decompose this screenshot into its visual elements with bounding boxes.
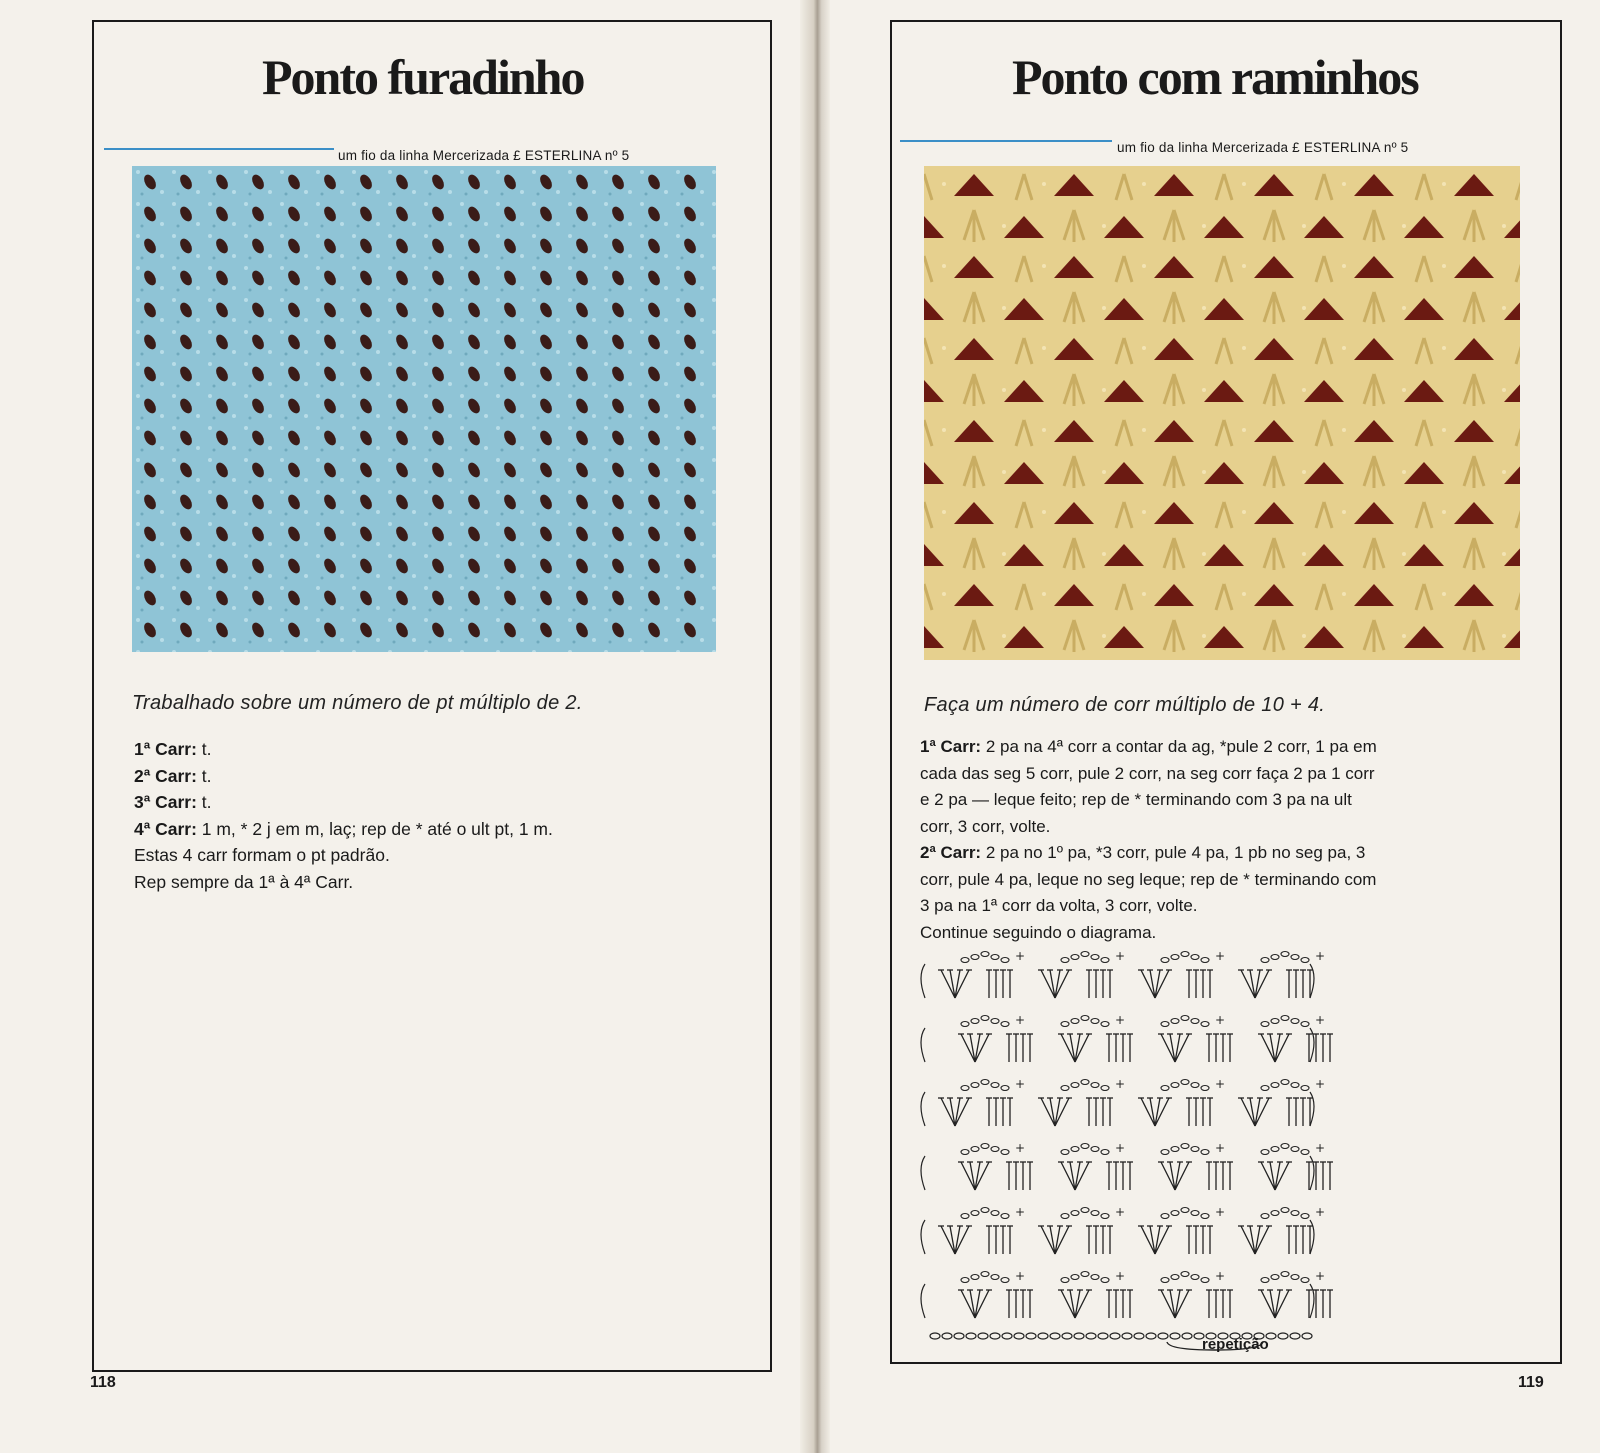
chain-stitch-symbol bbox=[1271, 1275, 1279, 1280]
chain-stitch-symbol bbox=[1001, 1022, 1009, 1027]
single-crochet-symbol: + bbox=[1315, 1077, 1326, 1091]
row-4-text: 1 m, * 2 j em m, laç; rep de * até o ult pt, 1 m. bbox=[196, 818, 553, 839]
single-crochet-symbol: + bbox=[1115, 1205, 1126, 1219]
row-3-label: 3ª Carr: bbox=[134, 792, 197, 812]
chain-stitch-symbol bbox=[1091, 1275, 1099, 1280]
chain-stitch-symbol bbox=[1271, 955, 1279, 960]
chain-stitch-symbol bbox=[1061, 1214, 1069, 1219]
chain-stitch-symbol bbox=[1091, 955, 1099, 960]
diagram-caption: repetição bbox=[1202, 1336, 1269, 1353]
crochet-diagram bbox=[915, 940, 1335, 1360]
chain-stitch-symbol bbox=[1191, 1019, 1199, 1024]
chain-stitch-symbol bbox=[1001, 1278, 1009, 1283]
chain-stitch-symbol bbox=[981, 1272, 989, 1277]
chain-stitch-symbol bbox=[1291, 1147, 1299, 1152]
left-instructions-lead: Trabalhado sobre um número de pt múltiplo de 2. bbox=[132, 692, 583, 714]
row-4-label: 4ª Carr: bbox=[134, 818, 197, 839]
chain-stitch-symbol bbox=[1201, 1086, 1209, 1091]
chain-stitch-symbol bbox=[1161, 1278, 1169, 1283]
chain-stitch-symbol bbox=[1290, 1333, 1300, 1339]
right-instructions bbox=[920, 734, 1377, 946]
chain-stitch-symbol bbox=[1201, 1150, 1209, 1155]
chain-stitch-symbol bbox=[1161, 1214, 1169, 1219]
single-crochet-symbol: + bbox=[1315, 1269, 1326, 1283]
chain-stitch-symbol bbox=[1071, 1147, 1079, 1152]
chain-stitch-symbol bbox=[1091, 1211, 1099, 1216]
chain-stitch-symbol bbox=[1086, 1333, 1096, 1339]
chain-stitch-symbol bbox=[1171, 1275, 1179, 1280]
turning-chain-symbol bbox=[921, 1156, 925, 1190]
chain-stitch-symbol bbox=[1081, 1080, 1089, 1085]
single-crochet-symbol: + bbox=[1215, 1205, 1226, 1219]
chain-stitch-symbol bbox=[1278, 1333, 1288, 1339]
chain-stitch-symbol bbox=[1181, 952, 1189, 957]
chain-stitch-symbol bbox=[971, 1275, 979, 1280]
right-row-1-line-2: cada das seg 5 corr, pule 2 corr, na seg corr faça 2 pa 1 corr bbox=[920, 763, 1375, 783]
single-crochet-symbol: + bbox=[1315, 1141, 1326, 1155]
single-crochet-symbol: + bbox=[1015, 1141, 1026, 1155]
chain-stitch-symbol bbox=[971, 1147, 979, 1152]
chain-stitch-symbol bbox=[1050, 1333, 1060, 1339]
chain-stitch-symbol bbox=[1281, 1272, 1289, 1277]
chain-stitch-symbol bbox=[1001, 1086, 1009, 1091]
left-page-number: 118 bbox=[90, 1374, 116, 1391]
turning-chain-symbol bbox=[1310, 1028, 1314, 1062]
chain-stitch-symbol bbox=[961, 1214, 969, 1219]
single-crochet-symbol: + bbox=[1215, 1013, 1226, 1027]
single-crochet-symbol: + bbox=[1315, 949, 1326, 963]
chain-stitch-symbol bbox=[1191, 1083, 1199, 1088]
chain-stitch-symbol bbox=[1038, 1333, 1048, 1339]
chain-stitch-symbol bbox=[1161, 958, 1169, 963]
chain-stitch-symbol bbox=[1201, 1214, 1209, 1219]
chain-stitch-symbol bbox=[1161, 1150, 1169, 1155]
chain-stitch-symbol bbox=[1261, 1086, 1269, 1091]
chain-stitch-symbol bbox=[981, 1144, 989, 1149]
chain-stitch-symbol bbox=[991, 1275, 999, 1280]
chain-stitch-symbol bbox=[1071, 1275, 1079, 1280]
chain-stitch-symbol bbox=[1281, 1016, 1289, 1021]
chain-stitch-symbol bbox=[971, 1083, 979, 1088]
chain-stitch-symbol bbox=[1271, 1147, 1279, 1152]
chain-stitch-symbol bbox=[1071, 1019, 1079, 1024]
single-crochet-symbol: + bbox=[1015, 949, 1026, 963]
chain-stitch-symbol bbox=[981, 1208, 989, 1213]
chain-stitch-symbol bbox=[1101, 958, 1109, 963]
chain-stitch-symbol bbox=[1191, 1211, 1199, 1216]
chain-stitch-symbol bbox=[1291, 1211, 1299, 1216]
chain-stitch-symbol bbox=[961, 1022, 969, 1027]
extra-line-1: Estas 4 carr formam o pt padrão. bbox=[134, 845, 390, 865]
chain-stitch-symbol bbox=[1171, 1083, 1179, 1088]
chain-stitch-symbol bbox=[1301, 958, 1309, 963]
chain-stitch-symbol bbox=[1134, 1333, 1144, 1339]
right-row-1-line-3: e 2 pa — leque feito; rep de * terminando com 3 pa na ult bbox=[920, 790, 1352, 809]
chain-stitch-symbol bbox=[1182, 1333, 1192, 1339]
chain-stitch-symbol bbox=[1281, 1208, 1289, 1213]
chain-stitch-symbol bbox=[930, 1333, 940, 1339]
chain-stitch-symbol bbox=[1301, 1150, 1309, 1155]
chain-stitch-symbol bbox=[1002, 1333, 1012, 1339]
chain-stitch-symbol bbox=[1191, 1147, 1199, 1152]
chain-stitch-symbol bbox=[1271, 1083, 1279, 1088]
chain-stitch-symbol bbox=[981, 1016, 989, 1021]
row-1-label: 1ª Carr: bbox=[134, 739, 197, 759]
chain-stitch-symbol bbox=[1146, 1333, 1156, 1339]
chain-stitch-symbol bbox=[961, 1086, 969, 1091]
chain-stitch-symbol bbox=[1171, 955, 1179, 960]
chain-stitch-symbol bbox=[1301, 1214, 1309, 1219]
chain-stitch-symbol bbox=[1171, 1019, 1179, 1024]
row-1-text: t. bbox=[196, 739, 212, 759]
chain-stitch-symbol bbox=[1061, 1022, 1069, 1027]
left-instructions bbox=[134, 736, 553, 895]
chain-stitch-symbol bbox=[1071, 1083, 1079, 1088]
chain-stitch-symbol bbox=[1158, 1333, 1168, 1339]
chain-stitch-symbol bbox=[1201, 1022, 1209, 1027]
chain-stitch-symbol bbox=[1301, 1086, 1309, 1091]
chain-stitch-symbol bbox=[1261, 1278, 1269, 1283]
chain-stitch-symbol bbox=[1161, 1022, 1169, 1027]
chain-stitch-symbol bbox=[961, 958, 969, 963]
chain-stitch-symbol bbox=[1074, 1333, 1084, 1339]
right-title-rule bbox=[900, 140, 1112, 142]
chain-stitch-symbol bbox=[991, 1083, 999, 1088]
left-page-title: Ponto furadinho bbox=[262, 49, 584, 105]
chain-stitch-symbol bbox=[1001, 958, 1009, 963]
chain-stitch-symbol bbox=[1201, 958, 1209, 963]
chain-stitch-symbol bbox=[1081, 1272, 1089, 1277]
single-crochet-symbol: + bbox=[1215, 949, 1226, 963]
chain-stitch-symbol bbox=[1071, 955, 1079, 960]
chain-stitch-symbol bbox=[981, 1080, 989, 1085]
chain-stitch-symbol bbox=[942, 1333, 952, 1339]
chain-stitch-symbol bbox=[1001, 1214, 1009, 1219]
right-page-title: Ponto com raminhos bbox=[1012, 49, 1418, 105]
chain-stitch-symbol bbox=[1171, 1211, 1179, 1216]
single-crochet-symbol: + bbox=[1115, 1077, 1126, 1091]
single-crochet-symbol: + bbox=[1215, 1269, 1226, 1283]
right-row-2-line-4: Continue seguindo o diagrama. bbox=[920, 922, 1157, 942]
chain-stitch-symbol bbox=[961, 1150, 969, 1155]
chain-stitch-symbol bbox=[1101, 1086, 1109, 1091]
chain-stitch-symbol bbox=[991, 1019, 999, 1024]
chain-stitch-symbol bbox=[1061, 1150, 1069, 1155]
crochet-diagram-svg bbox=[915, 940, 1335, 1360]
single-crochet-symbol: + bbox=[1115, 949, 1126, 963]
single-crochet-symbol: + bbox=[1015, 1077, 1026, 1091]
right-row-2-label: 2ª Carr: bbox=[920, 843, 982, 862]
chain-stitch-symbol bbox=[1181, 1272, 1189, 1277]
single-crochet-symbol: + bbox=[1115, 1269, 1126, 1283]
chain-stitch-symbol bbox=[1101, 1214, 1109, 1219]
right-row-1-label: 1ª Carr: bbox=[920, 737, 982, 756]
row-4 bbox=[134, 816, 553, 843]
turning-chain-symbol bbox=[921, 1028, 925, 1062]
chain-stitch-symbol bbox=[990, 1333, 1000, 1339]
chain-stitch-symbol bbox=[1281, 1080, 1289, 1085]
right-instructions-lead: Faça um número de corr múltiplo de 10 + 4. bbox=[924, 694, 1326, 716]
right-row-1-text: 2 pa na 4ª corr a contar da ag, *pule 2 corr, 1 pa em bbox=[981, 737, 1377, 756]
chain-stitch-symbol bbox=[1014, 1333, 1024, 1339]
left-yarn-note: um fio da linha Mercerizada £ ESTERLINA nº 5 bbox=[338, 148, 630, 163]
chain-stitch-symbol bbox=[966, 1333, 976, 1339]
chain-stitch-symbol bbox=[1191, 955, 1199, 960]
chain-stitch-symbol bbox=[1281, 1144, 1289, 1149]
turning-chain-symbol bbox=[921, 1220, 925, 1254]
single-crochet-symbol: + bbox=[1215, 1077, 1226, 1091]
left-title-rule bbox=[104, 148, 334, 150]
row-2-label: 2ª Carr: bbox=[134, 765, 197, 786]
chain-stitch-symbol bbox=[1291, 1083, 1299, 1088]
single-crochet-symbol: + bbox=[1015, 1205, 1026, 1219]
book-gutter bbox=[800, 0, 830, 1453]
chain-stitch-symbol bbox=[1061, 1086, 1069, 1091]
row-2-text: t. bbox=[196, 765, 212, 786]
single-crochet-symbol: + bbox=[1115, 1141, 1126, 1155]
chain-stitch-symbol bbox=[1271, 1019, 1279, 1024]
chain-stitch-symbol bbox=[954, 1333, 964, 1339]
right-row-1-line-1 bbox=[920, 734, 1377, 761]
chain-stitch-symbol bbox=[1181, 1208, 1189, 1213]
chain-stitch-symbol bbox=[1081, 1016, 1089, 1021]
chain-stitch-symbol bbox=[1062, 1333, 1072, 1339]
right-row-2-line-3: 3 pa na 1ª corr da volta, 3 corr, volte. bbox=[920, 896, 1198, 915]
chain-stitch-symbol bbox=[1001, 1150, 1009, 1155]
chain-stitch-symbol bbox=[1291, 1275, 1299, 1280]
chain-stitch-symbol bbox=[1181, 1016, 1189, 1021]
chain-stitch-symbol bbox=[971, 1019, 979, 1024]
turning-chain-symbol bbox=[1310, 1284, 1314, 1318]
chain-stitch-symbol bbox=[991, 1147, 999, 1152]
turning-chain-symbol bbox=[921, 964, 925, 998]
right-row-2-text: 2 pa no 1º pa, *3 corr, pule 4 pa, 1 pb no seg pa, 3 bbox=[981, 843, 1366, 862]
chain-stitch-symbol bbox=[1181, 1144, 1189, 1149]
chain-stitch-symbol bbox=[1261, 958, 1269, 963]
right-yarn-note: um fio da linha Mercerizada £ ESTERLINA nº 5 bbox=[1117, 140, 1409, 155]
chain-stitch-symbol bbox=[1101, 1150, 1109, 1155]
right-row-2-line-2: corr, pule 4 pa, leque no seg leque; rep de * terminando com bbox=[920, 869, 1377, 889]
chain-stitch-symbol bbox=[991, 955, 999, 960]
chain-stitch-symbol bbox=[1281, 952, 1289, 957]
extra-line-2: Rep sempre da 1ª à 4ª Carr. bbox=[134, 871, 354, 892]
chain-stitch-symbol bbox=[1101, 1022, 1109, 1027]
left-stitch-photo bbox=[132, 166, 716, 652]
row-1 bbox=[134, 736, 553, 763]
chain-stitch-symbol bbox=[1261, 1214, 1269, 1219]
chain-stitch-symbol bbox=[961, 1278, 969, 1283]
chain-stitch-symbol bbox=[1171, 1147, 1179, 1152]
chain-stitch-symbol bbox=[1026, 1333, 1036, 1339]
chain-stitch-symbol bbox=[1271, 1211, 1279, 1216]
chain-stitch-symbol bbox=[1261, 1150, 1269, 1155]
chain-stitch-symbol bbox=[1091, 1019, 1099, 1024]
single-crochet-symbol: + bbox=[1015, 1013, 1026, 1027]
single-crochet-symbol: + bbox=[1215, 1141, 1226, 1155]
chain-stitch-symbol bbox=[971, 955, 979, 960]
chain-stitch-symbol bbox=[1161, 1086, 1169, 1091]
chain-stitch-symbol bbox=[1110, 1333, 1120, 1339]
chain-stitch-symbol bbox=[1181, 1080, 1189, 1085]
turning-chain-symbol bbox=[921, 1284, 925, 1318]
chain-stitch-symbol bbox=[1091, 1147, 1099, 1152]
chain-stitch-symbol bbox=[1301, 1278, 1309, 1283]
single-crochet-symbol: + bbox=[1015, 1269, 1026, 1283]
chain-stitch-symbol bbox=[1302, 1333, 1312, 1339]
chain-stitch-symbol bbox=[1071, 1211, 1079, 1216]
chain-stitch-symbol bbox=[1081, 1144, 1089, 1149]
chain-stitch-symbol bbox=[1170, 1333, 1180, 1339]
chain-stitch-symbol bbox=[1301, 1022, 1309, 1027]
single-crochet-symbol: + bbox=[1315, 1205, 1326, 1219]
chain-stitch-symbol bbox=[1201, 1278, 1209, 1283]
right-row-2-line-1 bbox=[920, 840, 1377, 867]
row-3 bbox=[134, 789, 553, 816]
chain-stitch-symbol bbox=[978, 1333, 988, 1339]
row-2 bbox=[134, 763, 553, 790]
turning-chain-symbol bbox=[921, 1092, 925, 1126]
right-stitch-photo bbox=[924, 166, 1520, 660]
chain-stitch-symbol bbox=[1291, 1019, 1299, 1024]
chain-stitch-symbol bbox=[1101, 1278, 1109, 1283]
chain-stitch-symbol bbox=[971, 1211, 979, 1216]
chain-stitch-symbol bbox=[1122, 1333, 1132, 1339]
chain-stitch-symbol bbox=[1098, 1333, 1108, 1339]
chain-stitch-symbol bbox=[1081, 1208, 1089, 1213]
chain-stitch-symbol bbox=[1291, 955, 1299, 960]
chain-stitch-symbol bbox=[1061, 958, 1069, 963]
chain-stitch-symbol bbox=[1061, 1278, 1069, 1283]
row-3-text: t. bbox=[196, 792, 212, 812]
chain-stitch-symbol bbox=[1261, 1022, 1269, 1027]
chain-stitch-symbol bbox=[1091, 1083, 1099, 1088]
right-row-1-line-4: corr, 3 corr, volte. bbox=[920, 816, 1051, 836]
right-page-number: 119 bbox=[1518, 1374, 1544, 1391]
turning-chain-symbol bbox=[1310, 1156, 1314, 1190]
single-crochet-symbol: + bbox=[1315, 1013, 1326, 1027]
single-crochet-symbol: + bbox=[1115, 1013, 1126, 1027]
chain-stitch-symbol bbox=[991, 1211, 999, 1216]
chain-stitch-symbol bbox=[981, 952, 989, 957]
chain-stitch-symbol bbox=[1081, 952, 1089, 957]
chain-stitch-symbol bbox=[1191, 1275, 1199, 1280]
